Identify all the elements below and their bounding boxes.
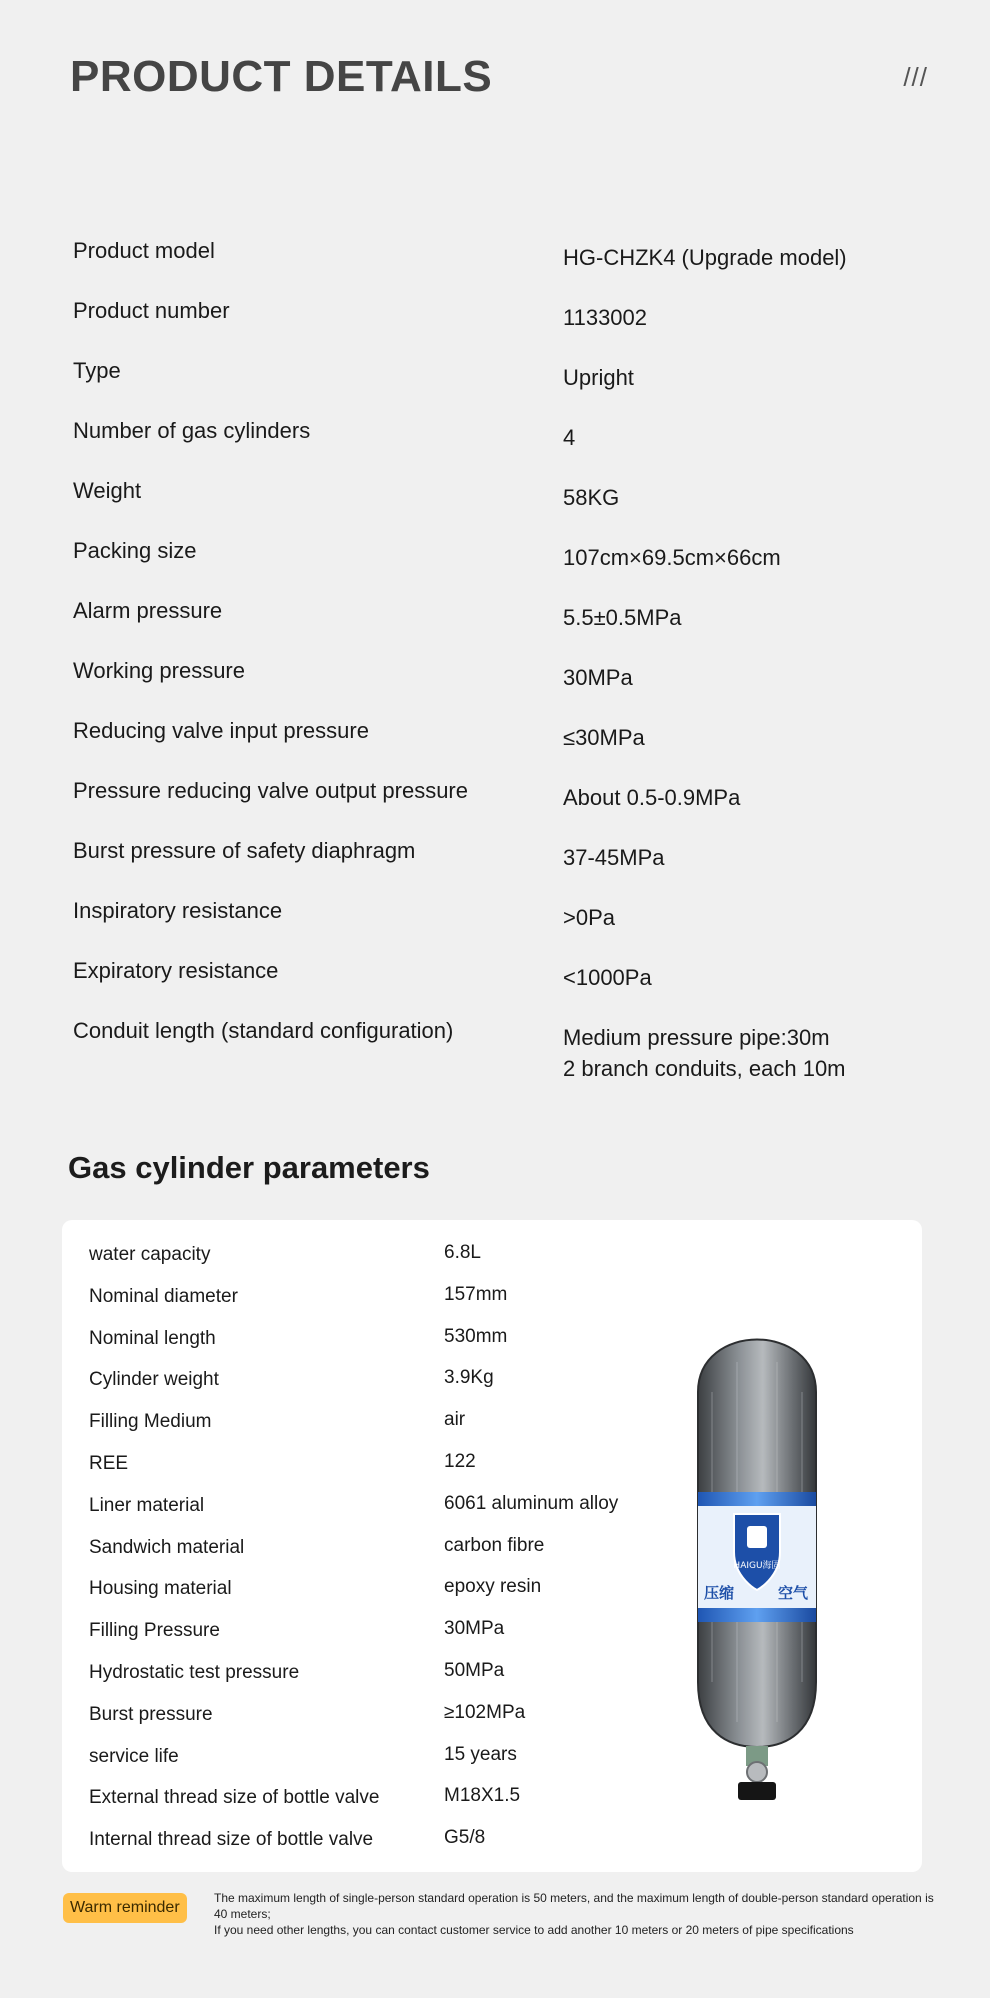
spec-value: HG-CHZK4 (Upgrade model) [563, 245, 847, 270]
reminder-line-2: If you need other lengths, you can contact customer service to add another 10 meters or 20 meters of pipe specifications [214, 1923, 854, 1937]
param-label: Liner material [89, 1494, 205, 1516]
spec-label: Inspiratory resistance [73, 898, 283, 923]
spec-row [73, 358, 933, 418]
spec-row [73, 718, 933, 778]
spec-value: Medium pressure pipe:30m 2 branch conduits, each 10m [563, 1025, 846, 1081]
spec-row [73, 838, 933, 898]
param-value: 6.8L [444, 1242, 481, 1263]
spec-label: Pressure reducing valve output pressure [73, 778, 468, 803]
spec-value: 5.5±0.5MPa [563, 605, 682, 630]
param-value: M18X1.5 [444, 1785, 521, 1807]
param-value: epoxy resin [444, 1576, 542, 1598]
spec-row [73, 1018, 933, 1081]
param-value: 15 years [444, 1743, 517, 1765]
param-row [89, 1283, 649, 1328]
param-row [89, 1578, 649, 1620]
param-label: Housing material [89, 1578, 232, 1600]
spec-row [73, 598, 933, 658]
page-title: PRODUCT DETAILS [70, 52, 493, 101]
param-row [89, 1411, 649, 1453]
cylinder-right-label: 空气 [778, 1584, 809, 1602]
param-value: ≥102MPa [444, 1701, 526, 1723]
spec-value: <1000Pa [563, 965, 652, 990]
spec-label: Reducing valve input pressure [73, 718, 369, 743]
spec-row [73, 778, 933, 838]
param-row [89, 1743, 649, 1788]
param-label: Cylinder weight [89, 1369, 219, 1391]
param-value: 122 [444, 1450, 476, 1472]
param-label: Internal thread size of bottle valve [89, 1829, 374, 1851]
param-label: Nominal diameter [89, 1285, 238, 1307]
param-row [89, 1450, 649, 1495]
param-label: External thread size of bottle valve [89, 1787, 380, 1809]
spec-label: Weight [73, 478, 142, 503]
spec-row [73, 898, 933, 958]
param-label: Sandwich material [89, 1536, 245, 1558]
spec-row [73, 238, 933, 298]
spec-value: ≤30MPa [563, 725, 645, 750]
spec-value: >0Pa [563, 905, 615, 930]
param-value: 50MPa [444, 1659, 505, 1681]
param-value: G5/8 [444, 1827, 486, 1849]
param-label: Nominal length [89, 1327, 216, 1349]
param-value: 157mm [444, 1283, 508, 1305]
warm-reminder-text [214, 1890, 934, 1938]
param-row [89, 1659, 649, 1704]
spec-label: Working pressure [73, 658, 245, 683]
param-label: Filling Medium [89, 1411, 212, 1433]
param-row [89, 1244, 649, 1286]
spec-value: 30MPa [563, 665, 633, 690]
decorative-slashes: /// [903, 62, 928, 92]
spec-label: Alarm pressure [73, 598, 223, 623]
spec-value: 58KG [563, 485, 620, 510]
spec-row [73, 478, 933, 538]
param-value: air [444, 1409, 466, 1431]
param-label: Filling Pressure [89, 1620, 220, 1642]
spec-label: Burst pressure of safety diaphragm [73, 838, 416, 863]
spec-value: 107cm×69.5cm×66cm [563, 545, 781, 570]
product-spec-table [73, 238, 933, 1081]
param-label: water capacity [89, 1244, 211, 1265]
param-value: 6061 aluminum alloy [444, 1492, 619, 1514]
spec-label: Product number [73, 298, 230, 323]
param-label: service life [89, 1745, 179, 1767]
spec-value: Upright [563, 365, 634, 390]
param-value: 30MPa [444, 1618, 505, 1640]
spec-value: 1133002 [563, 305, 648, 330]
param-row [89, 1787, 649, 1829]
gas-cylinder-image [682, 1302, 832, 1802]
param-row [89, 1369, 649, 1411]
cylinder-brand-text: HAIGU海固 [733, 1561, 781, 1571]
spec-label: Conduit length (standard configuration) [73, 1018, 454, 1043]
spec-row [73, 958, 933, 1018]
cylinder-left-label: 压缩 [704, 1584, 735, 1602]
spec-label: Product model [73, 238, 215, 263]
spec-label: Type [73, 358, 121, 383]
param-label: Burst pressure [89, 1703, 213, 1725]
param-value: carbon fibre [444, 1534, 545, 1556]
reminder-line-1: The maximum length of single-person standard operation is 50 meters, and the maximum length of double-person standard operation is 40 meters; [214, 1891, 934, 1921]
spec-label: Number of gas cylinders [73, 418, 311, 443]
param-label: Hydrostatic test pressure [89, 1661, 300, 1683]
spec-row [73, 538, 933, 598]
cylinder-params-table [89, 1244, 649, 1871]
param-row [89, 1620, 649, 1662]
spec-value: 37-45MPa [563, 845, 665, 870]
param-row [89, 1829, 649, 1871]
spec-row [73, 418, 933, 478]
param-value: 530mm [444, 1325, 508, 1347]
spec-value: 4 [563, 425, 576, 450]
param-row [89, 1325, 649, 1370]
param-row [89, 1701, 649, 1746]
section-title: Gas cylinder parameters [68, 1150, 430, 1185]
spec-value: About 0.5-0.9MPa [563, 785, 741, 810]
spec-label: Expiratory resistance [73, 958, 279, 983]
param-row [89, 1534, 649, 1579]
param-value: 3.9Kg [444, 1367, 494, 1389]
param-label: REE [89, 1452, 129, 1474]
spec-label: Packing size [73, 538, 197, 563]
warm-reminder-badge: Warm reminder [63, 1893, 187, 1923]
cylinder-params-card [62, 1220, 922, 1872]
param-row [89, 1492, 649, 1537]
spec-row [73, 298, 933, 358]
spec-row [73, 658, 933, 718]
